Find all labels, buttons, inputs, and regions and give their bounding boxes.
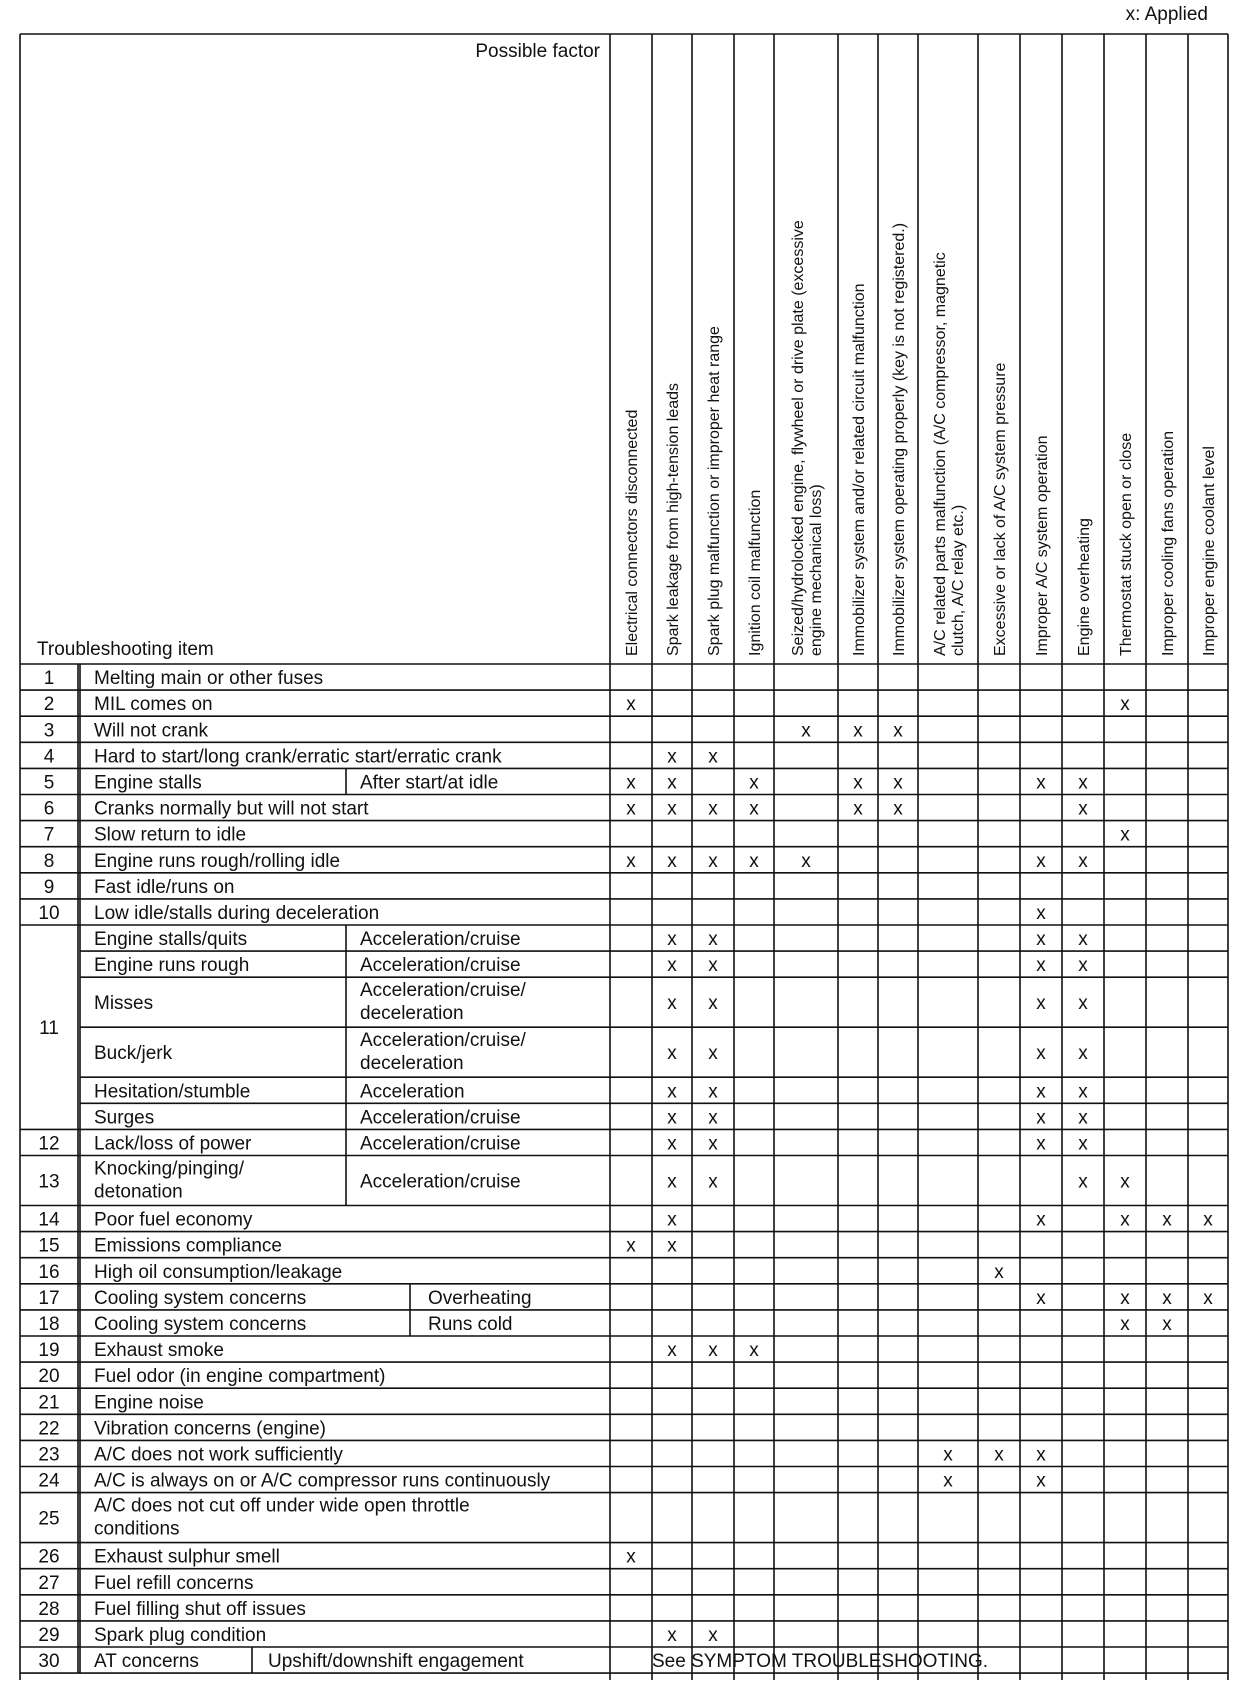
applied-mark: x: [1078, 798, 1088, 820]
row-number: 27: [38, 1572, 60, 1594]
applied-mark: x: [749, 850, 759, 872]
factor-header-4: Ignition coil malfunction: [747, 489, 764, 656]
troubleshooting-item: Hesitation/stumble: [94, 1081, 251, 1103]
condition-text: Acceleration: [360, 1081, 465, 1103]
condition-text: After start/at idle: [360, 772, 499, 794]
applied-mark: x: [667, 1209, 677, 1231]
applied-mark: x: [708, 746, 718, 768]
row-number: 19: [38, 1340, 60, 1362]
applied-mark: x: [1120, 1209, 1130, 1231]
troubleshooting-item: Low idle/stalls during deceleration: [94, 902, 380, 924]
applied-mark: x: [1120, 1287, 1130, 1309]
troubleshooting-item: Emissions compliance: [94, 1235, 282, 1257]
row-number: 17: [38, 1287, 60, 1309]
applied-mark: x: [667, 929, 677, 951]
row-number: 18: [38, 1313, 60, 1335]
applied-mark: x: [667, 1624, 677, 1646]
applied-mark: x: [749, 772, 759, 794]
applied-mark: x: [1078, 1043, 1088, 1065]
troubleshooting-item: Engine runs rough/rolling idle: [94, 850, 341, 872]
applied-mark: x: [626, 798, 636, 820]
applied-mark: x: [708, 1081, 718, 1103]
applied-mark: x: [667, 993, 677, 1015]
applied-mark: x: [1162, 1313, 1172, 1335]
applied-mark: x: [994, 1261, 1004, 1283]
applied-mark: x: [1203, 1287, 1213, 1309]
row-number: 21: [38, 1392, 60, 1414]
row-number: 1: [43, 668, 55, 690]
troubleshooting-item: Engine runs rough: [94, 955, 250, 977]
row-number: 23: [38, 1444, 60, 1466]
troubleshooting-item: Buck/jerk: [94, 1043, 173, 1065]
applied-mark: x: [708, 1340, 718, 1362]
condition-text: Acceleration/cruise: [360, 955, 521, 977]
applied-mark: x: [667, 798, 677, 820]
applied-mark: x: [853, 772, 863, 794]
row-number: 8: [43, 850, 55, 872]
applied-mark: x: [708, 1133, 718, 1155]
factor-header-6: Immobilizer system and/or related circuit malfunction: [851, 283, 868, 656]
row-number: 14: [38, 1209, 60, 1231]
troubleshooting-item: detonation: [94, 1181, 183, 1203]
troubleshooting-item: AT concerns: [94, 1651, 199, 1673]
applied-mark: x: [667, 850, 677, 872]
troubleshooting-item: Poor fuel economy: [94, 1209, 253, 1231]
applied-mark: x: [708, 1624, 718, 1646]
troubleshooting-item: Will not crank: [94, 720, 209, 742]
applied-mark: x: [893, 798, 903, 820]
applied-mark: x: [1036, 850, 1046, 872]
applied-mark: x: [943, 1470, 953, 1492]
row-number: 10: [38, 902, 60, 924]
applied-mark: x: [708, 1043, 718, 1065]
troubleshooting-item: Exhaust smoke: [94, 1340, 224, 1362]
factor-header-3: Spark plug malfunction or improper heat range: [706, 326, 723, 656]
applied-mark: x: [1203, 1209, 1213, 1231]
row-number: 9: [43, 876, 55, 898]
condition-text: Overheating: [428, 1287, 532, 1309]
applied-mark: x: [1036, 1444, 1046, 1466]
applied-mark: x: [1036, 1470, 1046, 1492]
row-number: 20: [38, 1366, 60, 1388]
applied-mark: x: [667, 1081, 677, 1103]
applied-mark: x: [708, 955, 718, 977]
applied-mark: x: [893, 720, 903, 742]
troubleshooting-item: Fuel odor (in engine compartment): [94, 1366, 386, 1388]
condition-text: deceleration: [360, 1003, 464, 1025]
applied-mark: x: [1036, 1043, 1046, 1065]
condition-text: Upshift/downshift engagement: [268, 1651, 524, 1673]
applied-mark: x: [1036, 1287, 1046, 1309]
factor-header-9: Excessive or lack of A/C system pressure: [992, 362, 1009, 656]
factor-header-5: Seized/hydrolocked engine, flywheel or drive plate (excessive: [790, 220, 807, 656]
applied-mark: x: [801, 720, 811, 742]
applied-mark: x: [1162, 1209, 1172, 1231]
factor-header-13: Improper cooling fans operation: [1160, 430, 1177, 656]
factor-header-11: Engine overheating: [1076, 518, 1093, 656]
row-number: 30: [38, 1651, 60, 1673]
applied-mark: x: [667, 746, 677, 768]
applied-mark: x: [1036, 993, 1046, 1015]
troubleshooting-item: Fuel filling shut off issues: [94, 1598, 306, 1620]
applied-mark: x: [994, 1444, 1004, 1466]
factor-header-10: Improper A/C system operation: [1034, 435, 1051, 656]
row-number: 5: [43, 772, 55, 794]
condition-text: Runs cold: [428, 1313, 513, 1335]
applied-mark: x: [943, 1444, 953, 1466]
row-number: 25: [38, 1508, 60, 1530]
row-number: 3: [43, 720, 55, 742]
factor-header-1: Electrical connectors disconnected: [624, 409, 641, 656]
applied-mark: x: [1120, 694, 1130, 716]
applied-mark: x: [801, 850, 811, 872]
applied-mark: x: [749, 798, 759, 820]
factor-header-12: Thermostat stuck open or close: [1118, 432, 1135, 656]
troubleshooting-item: Engine noise: [94, 1392, 204, 1414]
applied-mark: x: [1078, 955, 1088, 977]
troubleshooting-item: A/C does not work sufficiently: [94, 1444, 343, 1466]
applied-mark: x: [667, 1171, 677, 1193]
applied-mark: x: [1078, 993, 1088, 1015]
factor-header-14: Improper engine coolant level: [1201, 446, 1218, 656]
condition-text: deceleration: [360, 1053, 464, 1075]
troubleshooting-item: A/C does not cut off under wide open throttle: [94, 1495, 470, 1517]
troubleshooting-item: Slow return to idle: [94, 824, 247, 846]
applied-mark: x: [1120, 1313, 1130, 1335]
troubleshooting-item: Exhaust sulphur smell: [94, 1546, 280, 1568]
applied-mark: x: [1036, 902, 1046, 924]
row-number: 2: [43, 694, 55, 716]
applied-mark: x: [1036, 1209, 1046, 1231]
applied-mark: x: [667, 1133, 677, 1155]
condition-text: Acceleration/cruise/: [360, 980, 526, 1002]
condition-text: Acceleration/cruise: [360, 929, 521, 951]
troubleshooting-item: Spark plug condition: [94, 1624, 267, 1646]
troubleshooting-item: A/C is always on or A/C compressor runs continuously: [94, 1470, 551, 1492]
row-number: 22: [38, 1418, 60, 1440]
applied-mark: x: [1078, 1133, 1088, 1155]
row-number: 16: [38, 1261, 60, 1283]
condition-text: Acceleration/cruise: [360, 1133, 521, 1155]
row-number: 4: [43, 746, 55, 768]
applied-mark: x: [626, 694, 636, 716]
row-number: 6: [43, 798, 55, 820]
troubleshooting-item: Cooling system concerns: [94, 1313, 307, 1335]
condition-text: Acceleration/cruise/: [360, 1030, 526, 1052]
factor-header-7: Immobilizer system operating properly (key is not registered.): [891, 222, 908, 656]
applied-mark: x: [667, 1340, 677, 1362]
row-number: 26: [38, 1546, 60, 1568]
troubleshooting-item: High oil consumption/leakage: [94, 1261, 343, 1283]
troubleshooting-item: Hard to start/long crank/erratic start/erratic crank: [94, 746, 502, 768]
symptom-troubleshooting-note: See SYMPTOM TROUBLESHOOTING.: [652, 1651, 989, 1673]
troubleshooting-item: Vibration concerns (engine): [94, 1418, 327, 1440]
applied-mark: x: [626, 850, 636, 872]
applied-mark: x: [1036, 955, 1046, 977]
troubleshooting-item: Fast idle/runs on: [94, 876, 235, 898]
applied-mark: x: [626, 1546, 636, 1568]
row-number: 28: [38, 1598, 60, 1620]
troubleshooting-item-label: Troubleshooting item: [37, 639, 214, 660]
applied-mark: x: [667, 955, 677, 977]
applied-mark: x: [1078, 929, 1088, 951]
applied-mark: x: [1036, 1081, 1046, 1103]
applied-mark: x: [893, 772, 903, 794]
applied-mark: x: [1036, 772, 1046, 794]
applied-mark: x: [626, 772, 636, 794]
row-number: 11: [39, 1018, 59, 1040]
troubleshooting-item: Cooling system concerns: [94, 1287, 307, 1309]
applied-mark: x: [708, 850, 718, 872]
factor-header-2: Spark leakage from high-tension leads: [665, 382, 682, 656]
legend-applied: x: Applied: [1125, 4, 1208, 25]
applied-mark: x: [1036, 1107, 1046, 1129]
troubleshooting-item: MIL comes on: [94, 694, 213, 716]
applied-mark: x: [708, 929, 718, 951]
troubleshooting-item: Cranks normally but will not start: [94, 798, 369, 820]
row-number: 12: [38, 1133, 60, 1155]
troubleshooting-item: Fuel refill concerns: [94, 1572, 254, 1594]
troubleshooting-item: Surges: [94, 1107, 155, 1129]
applied-mark: x: [708, 993, 718, 1015]
troubleshooting-item: Engine stalls/quits: [94, 929, 248, 951]
applied-mark: x: [1120, 1171, 1130, 1193]
condition-text: Acceleration/cruise: [360, 1171, 521, 1193]
row-number: 24: [38, 1470, 60, 1492]
row-number: 7: [43, 824, 55, 846]
troubleshooting-item: Lack/loss of power: [94, 1133, 252, 1155]
applied-mark: x: [1036, 1133, 1046, 1155]
applied-mark: x: [1162, 1287, 1172, 1309]
applied-mark: x: [1120, 824, 1130, 846]
applied-mark: x: [667, 1043, 677, 1065]
row-number: 13: [38, 1171, 60, 1193]
factor-header-5: engine mechanical loss): [808, 484, 825, 656]
troubleshooting-item: Engine stalls: [94, 772, 202, 794]
troubleshooting-item: Misses: [94, 993, 154, 1015]
applied-mark: x: [853, 720, 863, 742]
troubleshooting-item: Knocking/pinging/: [94, 1158, 244, 1180]
applied-mark: x: [708, 1171, 718, 1193]
possible-factor-label: Possible factor: [475, 41, 600, 62]
row-number: 29: [38, 1624, 60, 1646]
applied-mark: x: [667, 1235, 677, 1257]
applied-mark: x: [1078, 1171, 1088, 1193]
condition-text: Acceleration/cruise: [360, 1107, 521, 1129]
applied-mark: x: [708, 798, 718, 820]
applied-mark: x: [749, 1340, 759, 1362]
applied-mark: x: [1078, 1107, 1088, 1129]
applied-mark: x: [853, 798, 863, 820]
applied-mark: x: [626, 1235, 636, 1257]
applied-mark: x: [667, 1107, 677, 1129]
troubleshooting-item: Melting main or other fuses: [94, 668, 324, 690]
factor-header-8: clutch, A/C relay etc.): [950, 504, 967, 656]
applied-mark: x: [1078, 850, 1088, 872]
factor-header-8: A/C related parts malfunction (A/C compressor, magnetic: [932, 252, 949, 656]
applied-mark: x: [667, 772, 677, 794]
applied-mark: x: [708, 1107, 718, 1129]
applied-mark: x: [1078, 1081, 1088, 1103]
applied-mark: x: [1036, 929, 1046, 951]
row-number: 15: [38, 1235, 60, 1257]
applied-mark: x: [1078, 772, 1088, 794]
troubleshooting-item: conditions: [94, 1518, 180, 1540]
